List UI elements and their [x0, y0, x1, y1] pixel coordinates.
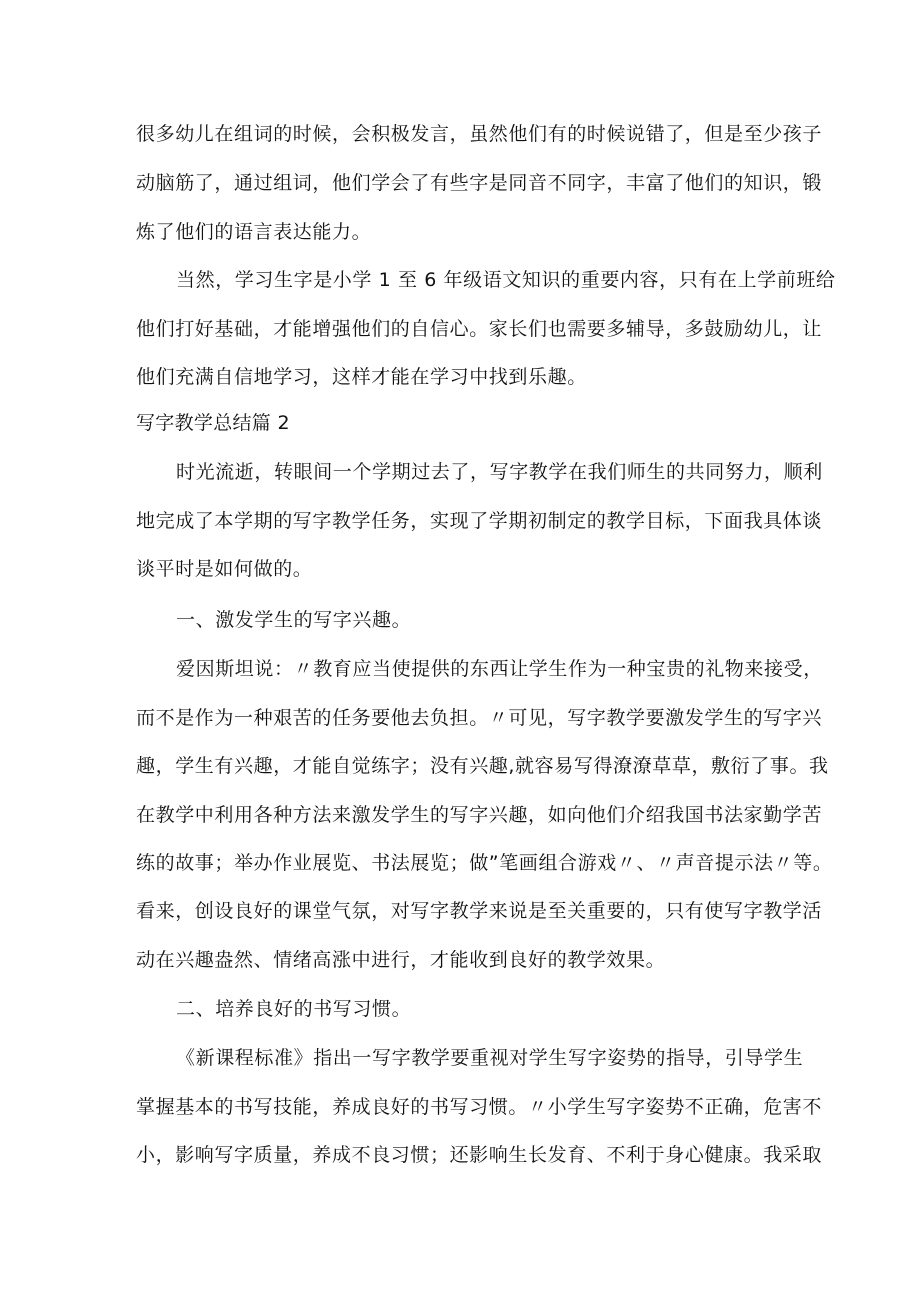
- paragraph-line: 当然，学习生字是小学 1 至 6 年级语文知识的重要内容，只有在上学前班给: [176, 269, 836, 291]
- paragraph-line: 很多幼儿在组词的时候，会积极发言，虽然他们有的时候说错了，但是至少孩子: [136, 123, 823, 145]
- section-heading: 写字教学总结篇 2: [136, 412, 290, 434]
- paragraph-line: 他们充满自信地学习，这样才能在学习中找到乐趣。: [136, 366, 587, 388]
- paragraph-line: 动脑筋了，通过组词，他们学会了有些字是同音不同字，丰富了他们的知识，锻: [136, 172, 823, 194]
- paragraph-line: 《新课程标准》指出一写字教学要重视对学生写字姿势的指导，引导学生: [176, 1047, 804, 1069]
- paragraph-line: 而不是作为一种艰苦的任务要他去负担。〃可见，写字教学要激发学生的写字兴: [136, 707, 823, 729]
- paragraph-line: 掌握基本的书写技能，养成良好的书写习惯。〃小学生写字姿势不正确，危害不: [136, 1096, 823, 1118]
- subheading: 二、培养良好的书写习惯。: [176, 998, 412, 1020]
- paragraph-line: 动在兴趣盎然、情绪高涨中进行，才能收到良好的教学效果。: [136, 949, 666, 971]
- paragraph-line: 看来，创设良好的课堂气氛，对写字教学来说是至关重要的，只有使写字教学活: [136, 900, 823, 922]
- paragraph-line: 趣，学生有兴趣，才能自觉练字；没有兴趣,就容易写得潦潦草草，敷衍了事。我: [136, 755, 829, 777]
- paragraph-line: 他们打好基础，才能增强他们的自信心。家长们也需要多辅导，多鼓励幼儿，让: [136, 318, 823, 340]
- paragraph-line: 小，影响写字质量，养成不良习惯；还影响生长发育、不利于身心健康。我采取: [136, 1144, 823, 1166]
- paragraph-line: 爱因斯坦说：〃教育应当使提供的东西让学生作为一种宝贵的礼物来接受，: [176, 658, 823, 680]
- paragraph-line: 炼了他们的语言表达能力。: [136, 221, 372, 243]
- paragraph-line: 在教学中利用各种方法来激发学生的写字兴趣，如向他们介绍我国书法家勤学苦: [136, 804, 823, 826]
- paragraph-line: 练的故事；举办作业展览、书法展览；做”笔画组合游戏〃、〃声音提示法〃等。: [136, 852, 833, 874]
- subheading: 一、激发学生的写字兴趣。: [176, 609, 412, 631]
- paragraph-line: 地完成了本学期的写字教学任务，实现了学期初制定的教学目标，下面我具体谈: [136, 510, 823, 532]
- paragraph-line: 时光流逝，转眼间一个学期过去了，写字教学在我们师生的共同努力，顺利: [176, 461, 823, 483]
- paragraph-line: 谈平时是如何做的。: [136, 558, 313, 580]
